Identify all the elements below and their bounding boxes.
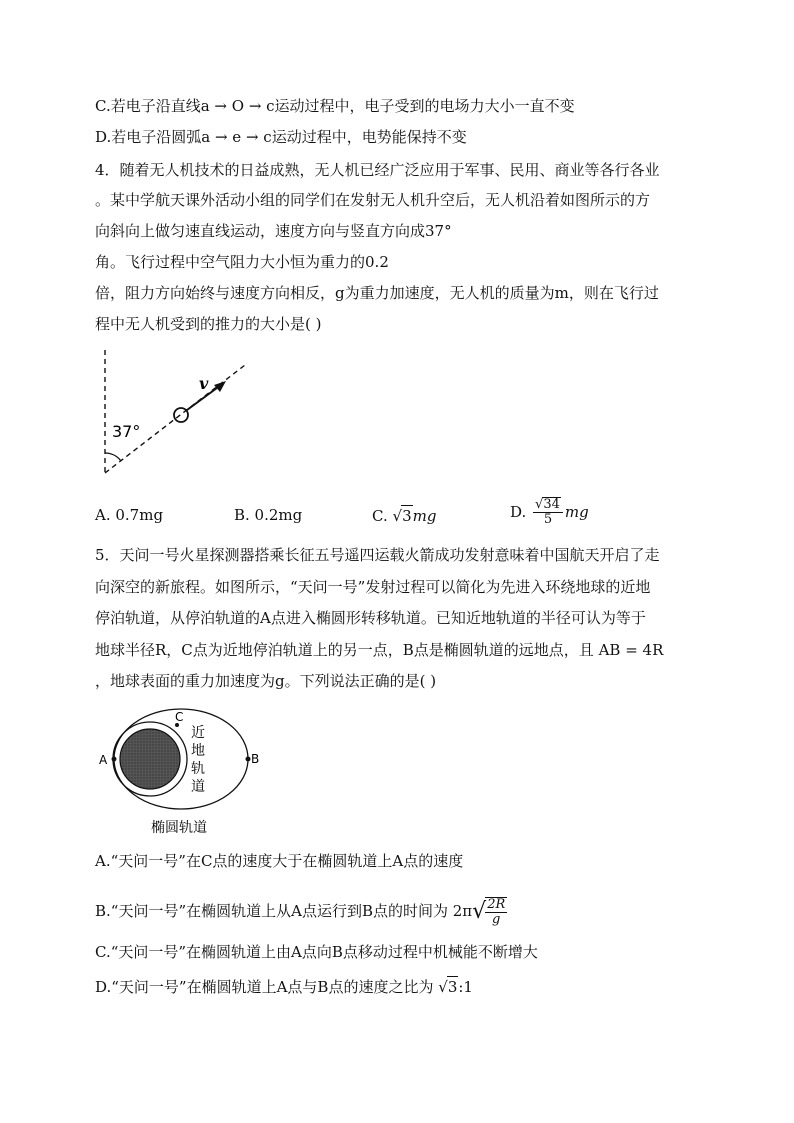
q4-option-d-prefix: D. <box>510 503 527 521</box>
q5-point-c-label: C <box>175 710 184 724</box>
q4-option-c <box>372 505 436 526</box>
sqrt-symbol: √ <box>472 899 487 924</box>
q5-option-a: A.“天问一号”在C点的速度大于在椭圆轨道上A点的速度 <box>95 852 464 870</box>
q5-option-d <box>95 976 473 997</box>
q4-text-line-5: 倍，阻力方向始终与速度方向相反，g为重力加速度，无人机的质量为m，则在飞行过 <box>95 284 659 302</box>
q4-text-line-6: 程中无人机受到的推力的大小是( ) <box>95 315 322 333</box>
q4-angle-label: 37° <box>112 422 141 441</box>
q5-text-line-1: 5．天问一号火星探测器搭乘长征五号遥四运载火箭成功发射意味着中国航天开启了走 <box>95 546 660 564</box>
sqrt-symbol: √ <box>438 978 448 996</box>
q4-option-c-prefix: C. <box>372 507 388 525</box>
q4-option-a: A. 0.7mg <box>95 506 164 524</box>
q5-ellipse-caption: 椭圆轨道 <box>151 820 207 836</box>
q4-text-line-2: 。某中学航天课外活动小组的同学们在发射无人机升空后，无人机沿着如图所示的方 <box>95 191 651 209</box>
q5-option-b-numerator: 2R <box>487 897 506 912</box>
q4-velocity-label: v <box>199 374 209 393</box>
sqrt-symbol: √ <box>535 497 544 512</box>
q5-near-orbit-char-3: 轨 <box>191 761 205 777</box>
q5-option-b-denominator: g <box>492 912 501 927</box>
q5-option-b-text: B.“天问一号”在椭圆轨道上从A点运行到B点的时间为 2π <box>95 902 473 920</box>
q5-text-line-5: ，地球表面的重力加速度为g。下列说法正确的是( ) <box>95 672 437 690</box>
q4-text-line-3: 向斜向上做匀速直线运动，速度方向与竖直方向成37° <box>95 222 452 240</box>
q5-point-a-label: A <box>99 753 108 767</box>
q5-point-b-label: B <box>251 752 260 766</box>
earth <box>120 729 180 789</box>
q4-option-d-denominator: 5 <box>543 512 553 527</box>
q4-text-line-1: 4．随着无人机技术的日益成熟，无人机已经广泛应用于军事、民用、商业等各行各业 <box>95 161 660 179</box>
q5-text-line-3: 停泊轨道，从停泊轨道的A点进入椭圆形转移轨道。已知近地轨道的半径可认为等于 <box>95 609 646 627</box>
q4-option-b: B. 0.2mg <box>234 506 303 524</box>
q3-option-d: D.若电子沿圆弧a → e → c运动过程中，电势能保持不变 <box>95 128 467 146</box>
q5-near-orbit-char-1: 近 <box>191 725 205 741</box>
q5-text-line-4: 地球半径R，C点为近地停泊轨道上的另一点，B点是椭圆轨道的远地点，且 AB = 4R <box>95 641 664 659</box>
q5-orbit-figure <box>95 705 270 840</box>
q4-option-d-suffix: mg <box>564 503 589 521</box>
q3-option-c: C.若电子沿直线a → O → c运动过程中，电子受到的电场力大小一直不变 <box>95 97 575 115</box>
q4-option-c-suffix: mg <box>412 507 437 525</box>
q4-option-d-numerator: 34 <box>543 497 560 512</box>
q5-option-d-tail: :1 <box>458 978 473 996</box>
q4-option-d <box>510 497 589 527</box>
q5-option-c: C.“天问一号”在椭圆轨道上由A点向B点移动过程中机械能不断增大 <box>95 943 538 961</box>
q4-option-c-radicand: 3 <box>402 507 412 525</box>
q4-drone-figure <box>95 345 255 480</box>
q5-option-b <box>95 897 509 927</box>
q5-option-d-text: D.“天问一号”在椭圆轨道上A点与B点的速度之比为 <box>95 978 434 996</box>
q5-text-line-2: 向深空的新旅程。如图所示，“天问一号”发射过程可以简化为先进入环绕地球的近地 <box>95 578 651 596</box>
q5-near-orbit-char-4: 道 <box>191 779 205 795</box>
sqrt-symbol: √ <box>392 507 403 525</box>
q5-near-orbit-char-2: 地 <box>191 743 205 759</box>
q5-option-d-radicand: 3 <box>447 978 458 996</box>
q4-text-line-4: 角。飞行过程中空气阻力大小恒为重力的0.2 <box>95 253 389 271</box>
